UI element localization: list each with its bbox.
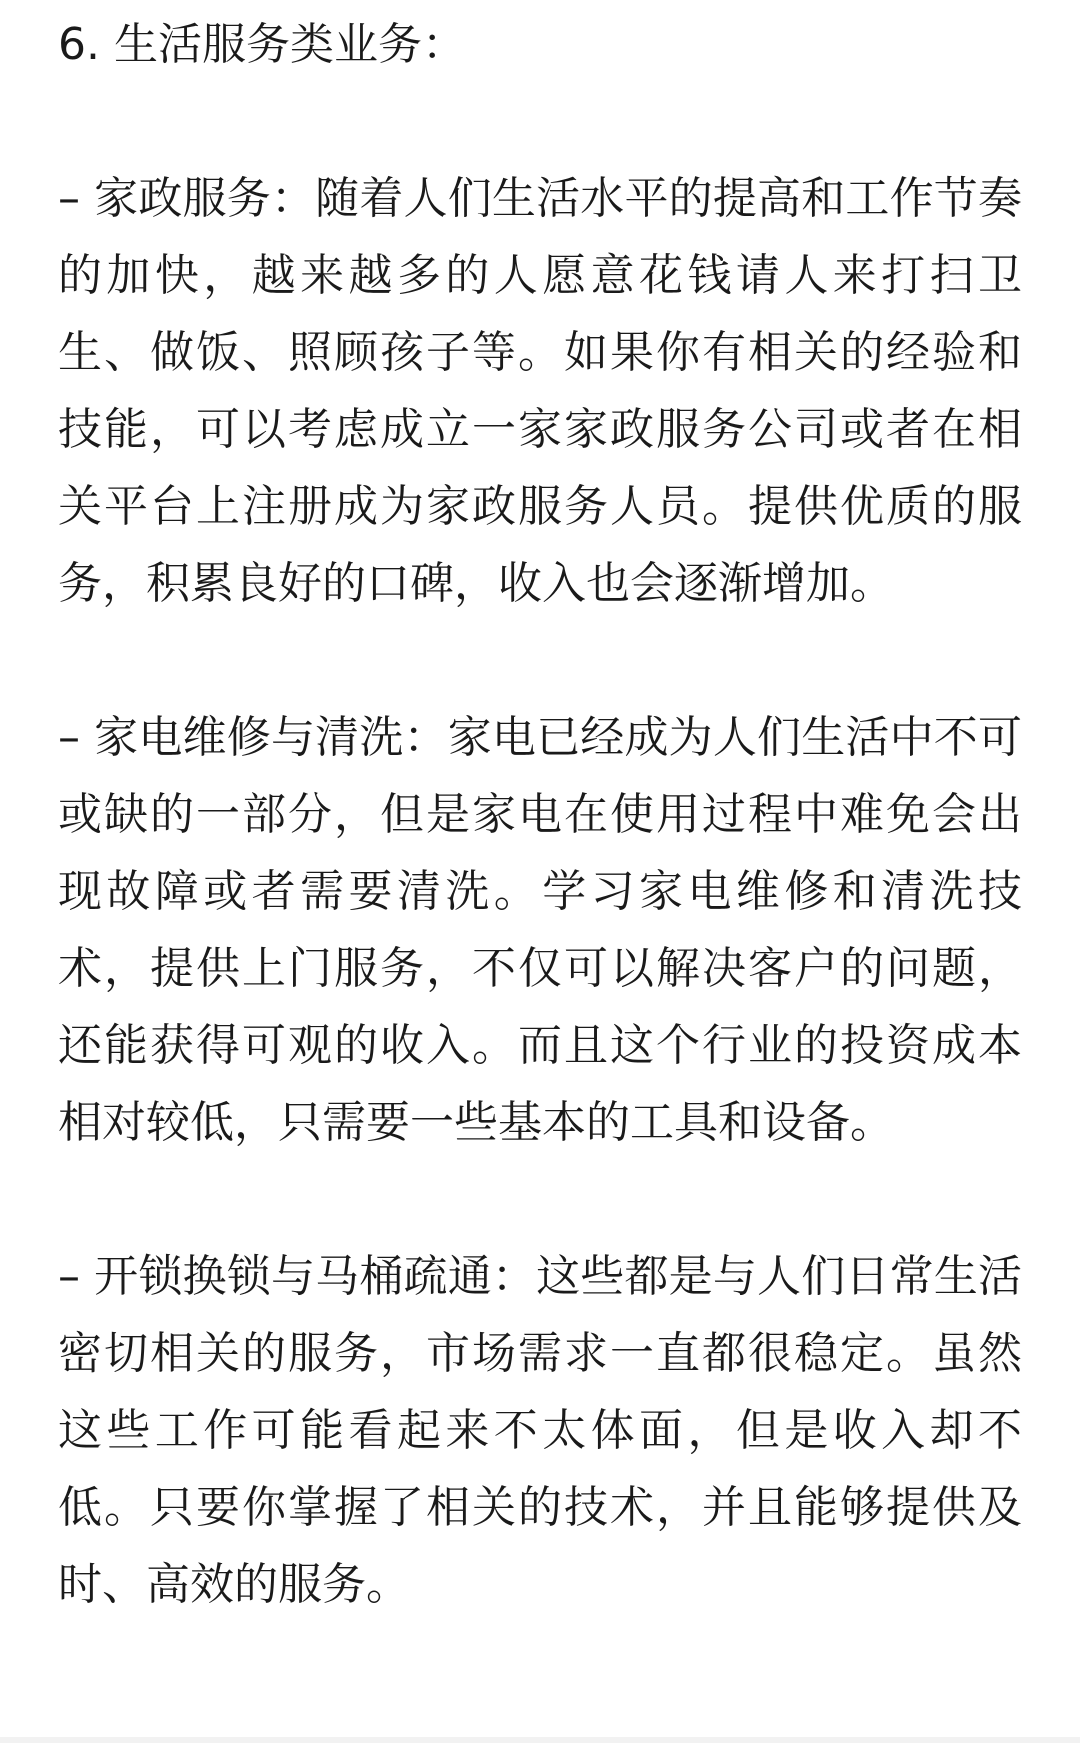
paragraph-appliance-repair: – 家电维修与清洗：家电已经成为人们生活中不可或缺的一部分，但是家电在使用过程中难免会出现故障或者需要清洗。学习家电维修和清洗技术，提供上门服务，不仅可以解决客户的问题，还能获得可观的收入。而且这个行业的投资成本相对较低，只需要一些基本的工具和设备。 (58, 712, 1023, 1148)
paragraph-locksmith-plumbing: – 开锁换锁与马桶疏通：这些都是与人们日常生活密切相关的服务，市场需求一直都很稳定。虽然这些工作可能看起来不太体面，但是收入却不低。只要你掌握了相关的技术，并且能够提供及时、高效的服务。 (58, 1251, 1023, 1610)
section-heading: 6. 生活服务类业务： (58, 19, 466, 70)
paragraph-housekeeping: – 家政服务：随着人们生活水平的提高和工作节奏的加快，越来越多的人愿意花钱请人来打扫卫生、做饭、照顾孩子等。如果你有相关的经验和技能，可以考虑成立一家家政服务公司或者在相关平台上注册成为家政服务人员。提供优质的服务，积累良好的口碑，收入也会逐渐增加。 (58, 173, 1023, 609)
bottom-divider (0, 1737, 1080, 1743)
